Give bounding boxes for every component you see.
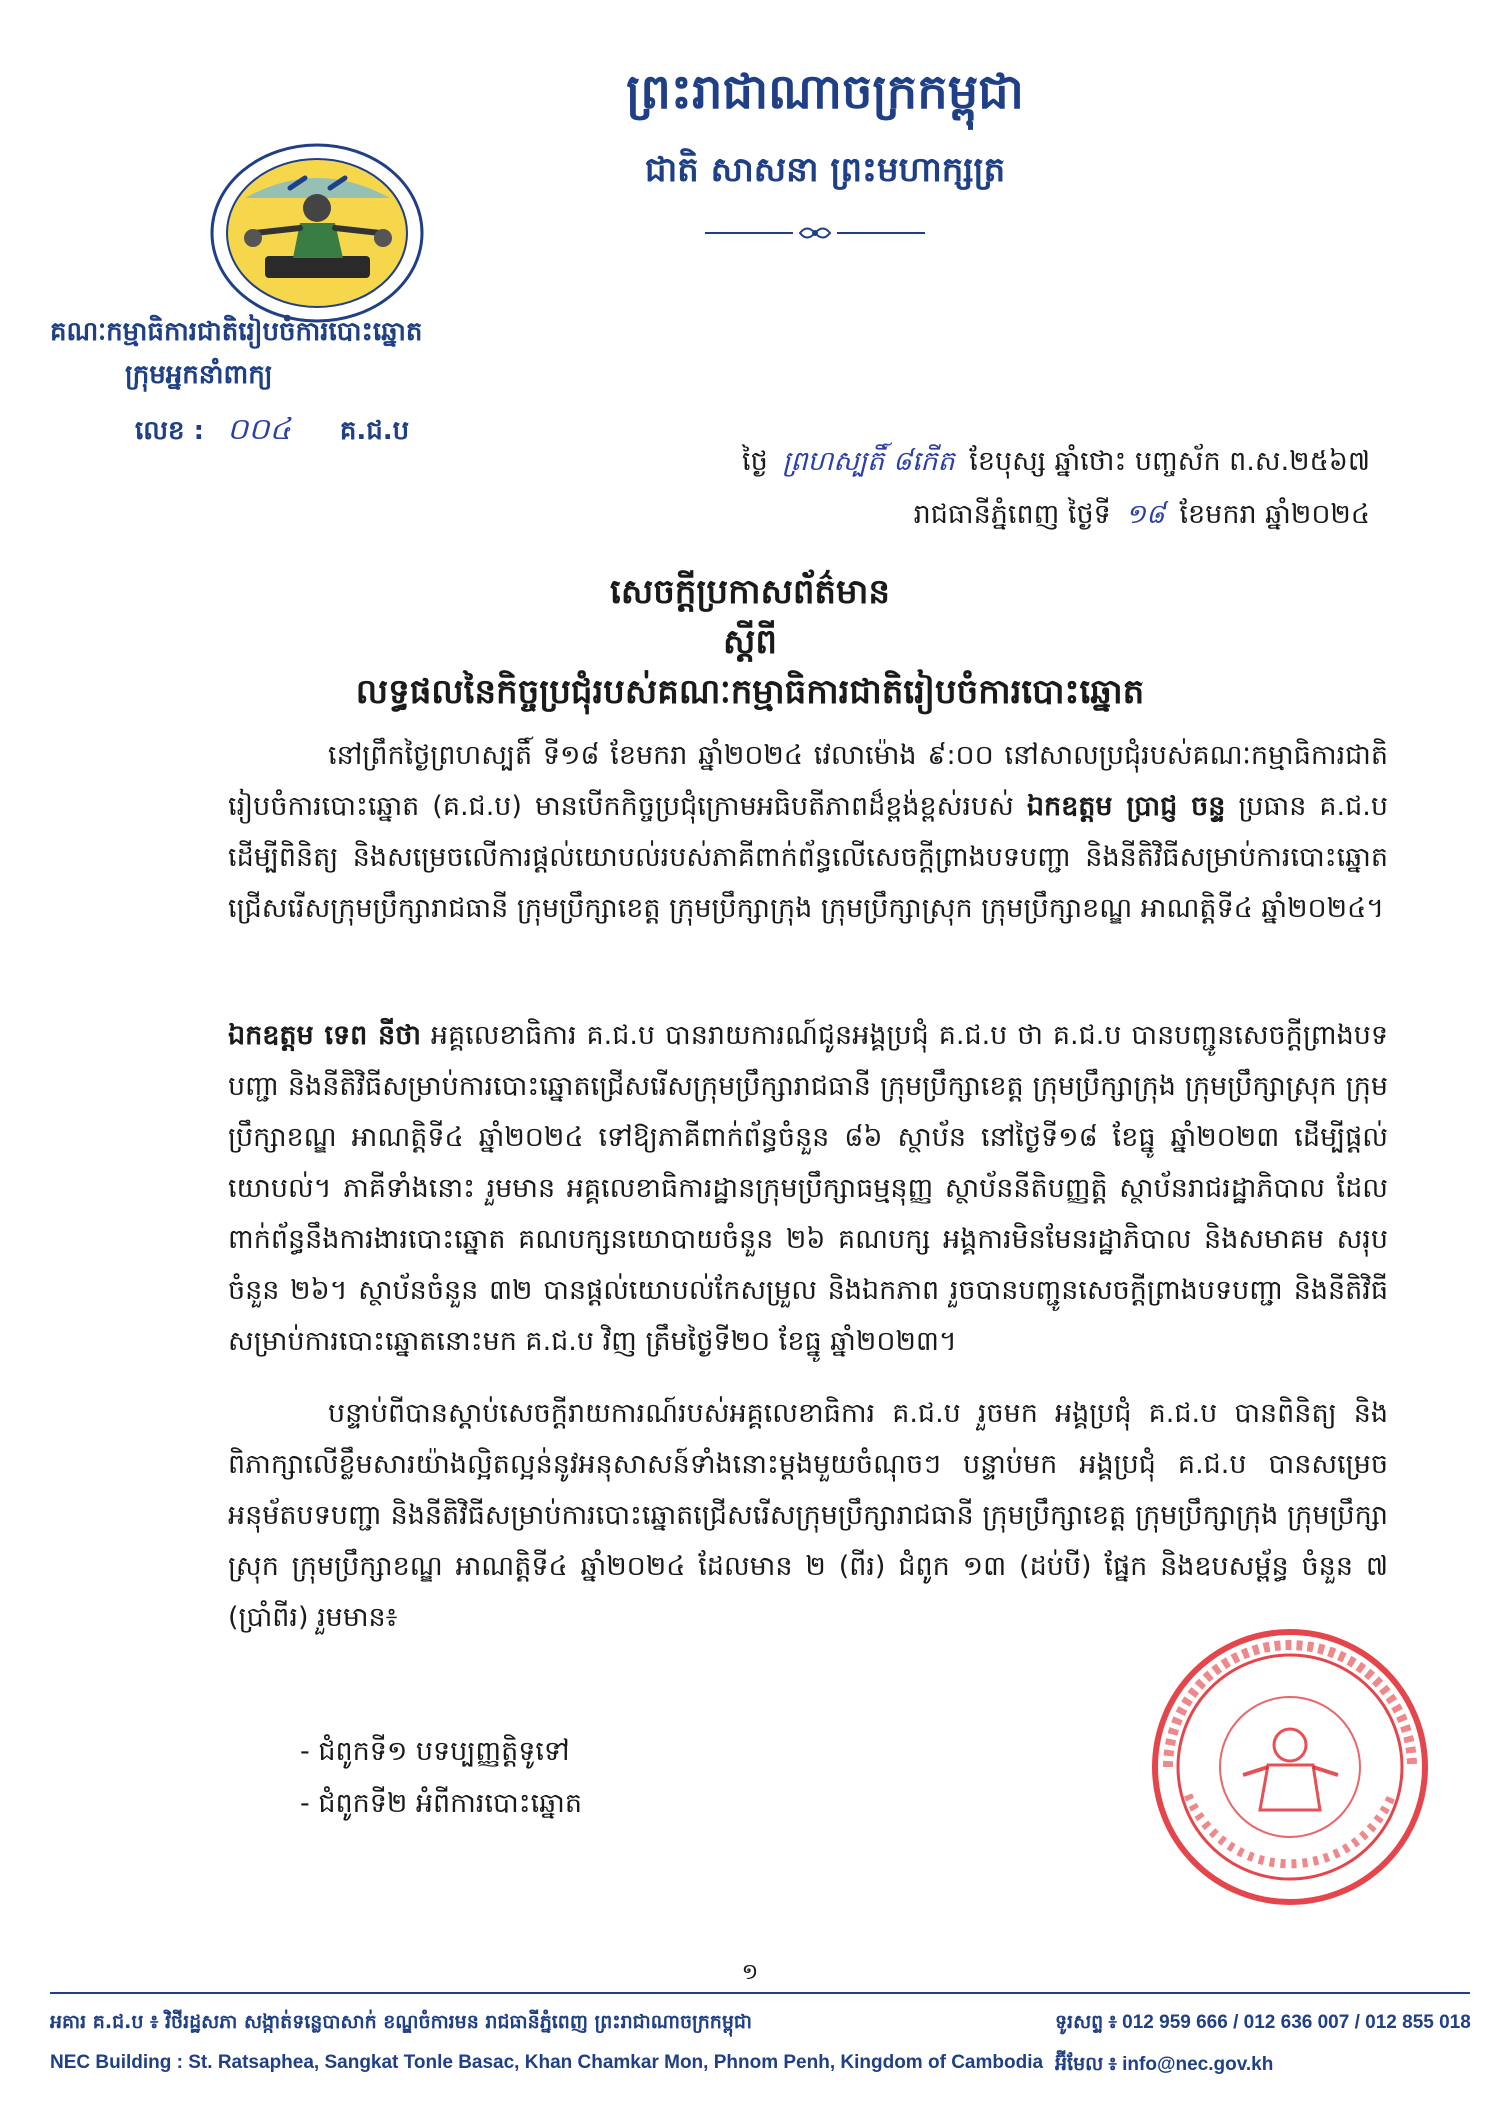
department-name: ក្រុមអ្នកនាំពាក្យ <box>125 360 273 390</box>
paragraph-2 <box>228 1010 1388 1367</box>
president-name: ឯកឧត្តម ប្រាជ្ញ ចន្ទ <box>1026 791 1226 822</box>
document-title: សេចក្តីប្រកាសព័ត៌មាន <box>610 572 890 612</box>
kingdom-title: ព្រះរាជាណាចក្រកម្ពុជា <box>626 64 1024 120</box>
solar-date <box>914 498 1370 537</box>
list-item: - ជំពូកទី២ អំពីការបោះឆ្នោត <box>300 1788 583 1819</box>
number-value: ០០៤ <box>227 412 291 447</box>
secretary-general-name: ឯកឧត្តម ទេព នីថា <box>228 1020 421 1051</box>
footer-divider <box>50 1992 1470 1994</box>
solar-date-handwritten: ១៨ <box>1125 499 1165 530</box>
lunar-date-prefix: ថ្ងៃ <box>742 446 768 477</box>
paragraph-1 <box>228 730 1388 934</box>
ornament-divider <box>705 222 925 244</box>
document-subject: លទ្ធផលនៃកិច្ចប្រជុំរបស់គណៈកម្មាធិការជាតិរៀបចំការបោះឆ្នោត <box>355 672 1145 712</box>
official-seal-stamp <box>1148 1625 1433 1910</box>
number-suffix: គ.ជ.ប <box>339 416 410 446</box>
national-motto: ជាតិ សាសនា ព្រះមហាក្សត្រ <box>644 150 1006 190</box>
paragraph-3: បន្ទាប់ពីបានស្តាប់សេចក្តីរាយការណ៍របស់អគ្គលេខាធិការ គ.ជ.ប រួចមក អង្គប្រជុំ គ.ជ.ប បានពិនិត្យ និងពិភាក្សាលើខ្លឹមសារយ៉ាងល្អិតល្អន់នូវអនុសាសន៍ទាំងនោះម្តងមួយចំណុចៗ បន្ទាប់មក អង្គប្រជុំ គ.ជ.ប បានសម្រេចអនុម័តបទបញ្ជា និងនីតិវិធីសម្រាប់ការបោះឆ្នោតជ្រើសរើសក្រុមប្រឹក្សារាជធានី ក្រុមប្រឹក្សាខេត្ត ក្រុមប្រឹក្សាក្រុង ក្រុមប្រឹក្សាស្រុក ក្រុមប្រឹក្សាខណ្ឌ អាណត្តិទី៤ ឆ្នាំ២០២៤ ដែលមាន ២ (ពីរ) ជំពូក ១៣ (ដប់បី) ផ្នែក និងឧបសម្ព័ន្ធ ចំនួន ៧ (ប្រាំពីរ) រួមមាន៖ <box>228 1398 1388 1633</box>
organization-name: គណៈកម្មាធិការជាតិរៀបចំការបោះឆ្នោត <box>50 317 423 347</box>
paragraph-1-text-a: នៅព្រឹកថ្ងៃព្រហស្បតិ៍ ទី១៨ ខែមករា ឆ្នាំ២០២៤ វេលាម៉ោង ៩:០០ នៅសាលប្រជុំរបស់គណៈកម្មាធិការជាតិរៀបចំការបោះឆ្នោត (គ.ជ.ប) មានបើកកិច្ចប្រជុំក្រោមអធិបតីភាពដ៏ខ្ពង់ខ្ពស់របស់ <box>228 740 1388 822</box>
paragraph-1-text-b: ប្រធាន គ.ជ.ប ដើម្បីពិនិត្យ និងសម្រេចលើការផ្តល់យោបល់របស់ភាគីពាក់ព័ន្ធលើសេចក្តីព្រាងបទបញ្ជា និងនីតិវិធីសម្រាប់ការបោះឆ្នោតជ្រើសរើសក្រុមប្រឹក្សារាជធានី ក្រុមប្រឹក្សាខេត្ត ក្រុមប្រឹក្សាក្រុង ក្រុមប្រឹក្សាស្រុក ក្រុមប្រឹក្សាខណ្ឌ អាណត្តិទី៤ ឆ្នាំ២០២៤។ <box>228 791 1388 924</box>
nec-logo-emblem <box>205 138 430 328</box>
lunar-date-handwritten: ព្រហស្បតិ៍ ៨កើត <box>782 446 955 477</box>
page-number: ១ <box>741 1960 759 1985</box>
solar-date-prefix: រាជធានីភ្នំពេញ ថ្ងៃទី <box>913 499 1111 530</box>
footer-address-english: NEC Building : St. Ratsaphea, Sangkat Tonle Basac, Khan Chamkar Mon, Phnom Penh, Kingdom of Cambodia <box>50 2052 1044 2073</box>
lunar-date <box>742 445 1370 484</box>
footer-email: អ៊ីមែល ៖ info@nec.gov.kh <box>1055 2054 1274 2075</box>
paragraph-2-text: អគ្គលេខាធិការ គ.ជ.ប បានរាយការណ៍ជូនអង្គប្រជុំ គ.ជ.ប ថា គ.ជ.ប បានបញ្ជូនសេចក្តីព្រាងបទបញ្ជា និងនីតិវិធីសម្រាប់ការបោះឆ្នោតជ្រើសរើសក្រុមប្រឹក្សារាជធានី ក្រុមប្រឹក្សាខេត្ត ក្រុមប្រឹក្សាក្រុង ក្រុមប្រឹក្សាស្រុក ក្រុមប្រឹក្សាខណ្ឌ អាណត្តិទី៤ ឆ្នាំ២០២៤ ទៅឱ្យភាគីពាក់ព័ន្ធចំនួន ៨៦ ស្ថាប័ន នៅថ្ងៃទី១៨ ខែធ្នូ ឆ្នាំ២០២៣ ដើម្បីផ្តល់យោបល់។ ភាគីទាំងនោះ រួមមាន អគ្គលេខាធិការដ្ឋានក្រុមប្រឹក្សាធម្មនុញ្ញ ស្ថាប័ននីតិបញ្ញត្តិ ស្ថាប័នរាជរដ្ឋាភិបាល ដែលពាក់ព័ន្ធនឹងការងារបោះឆ្នោត គណបក្សនយោបាយចំនួន ២៦ គណបក្ស អង្គការមិនមែនរដ្ឋាភិបាល និងសមាគម សរុបចំនួន ២៦។ ស្ថាប័នចំនួន ៣២ បានផ្តល់យោបល់កែសម្រួល និងឯកភាព រួចបានបញ្ជូនសេចក្តីព្រាងបទបញ្ជា និងនីតិវិធីសម្រាប់ការបោះឆ្នោតនោះមក គ.ជ.ប វិញ ត្រឹមថ្ងៃទី២០ ខែធ្នូ ឆ្នាំ២០២៣។ <box>228 1020 1388 1357</box>
list-item: - ជំពូកទី១ បទប្បញ្ញត្តិទូទៅ <box>300 1736 570 1767</box>
document-title-about: ស្តីពី <box>723 622 777 662</box>
number-label: លេខ : <box>135 416 204 446</box>
solar-date-suffix: ខែមករា ឆ្នាំ២០២៤ <box>1179 499 1370 530</box>
reference-number <box>135 410 409 454</box>
lunar-date-suffix: ខែបុស្ស ឆ្នាំថោះ បញ្ចស័ក ព.ស.២៥៦៧ <box>969 446 1370 477</box>
footer-phone: ទូរសព្ទ ៖ 012 959 666 / 012 636 007 / 012 855 018 <box>1055 2012 1471 2033</box>
footer-address-khmer: អគារ គ.ជ.ប ៖ វិថីរដ្ឋសភា សង្កាត់ទន្លេបាសាក់ ខណ្ឌចំការមន រាជធានីភ្នំពេញ ព្រះរាជាណាចក្រកម្ពុជា <box>50 2011 752 2033</box>
